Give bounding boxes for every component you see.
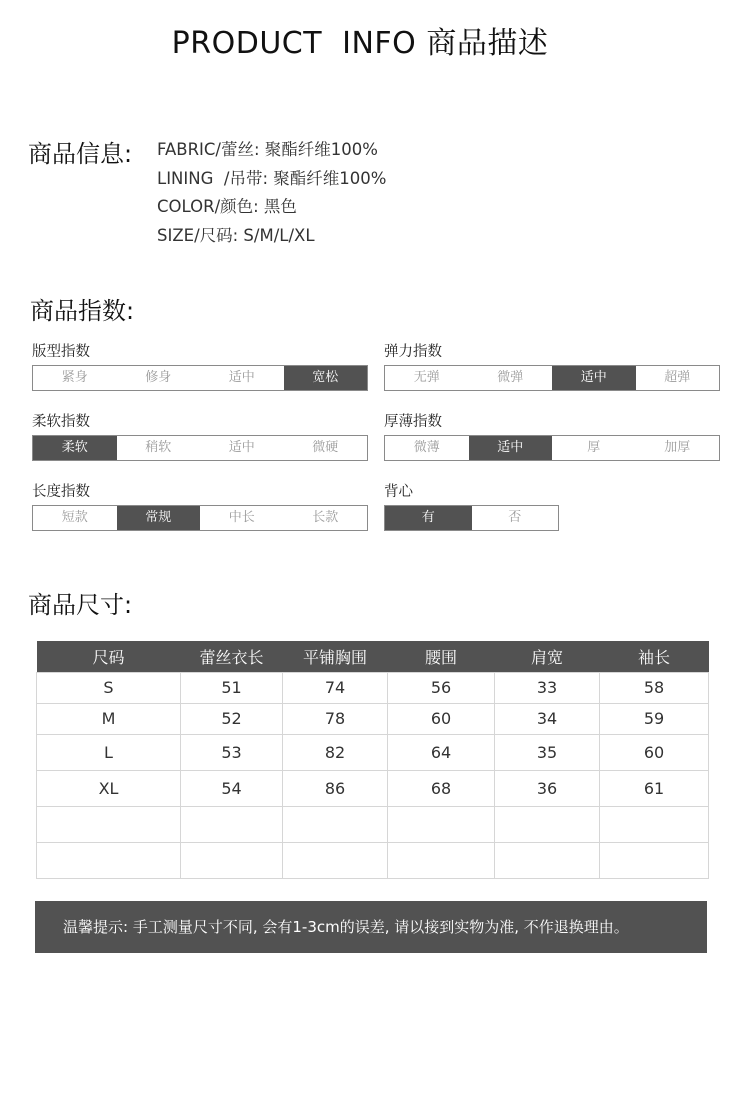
table-row: [37, 703, 709, 734]
table-cell: XL: [37, 770, 181, 806]
size-table: [36, 641, 709, 879]
header-lace-length: 蕾丝衣长: [181, 641, 283, 672]
fit-index-label: 版型指数: [32, 344, 90, 360]
table-cell: 58: [600, 672, 709, 703]
size-table-header: [37, 641, 709, 672]
length-index: [32, 483, 368, 531]
header-size: 尺码: [37, 641, 181, 672]
table-cell: S: [37, 672, 181, 703]
elasticity-option-none: 无弹: [413, 370, 440, 385]
thickness-option-medium: 适中: [469, 436, 553, 460]
elasticity-index-label: 弹力指数: [384, 344, 442, 360]
softness-index-bar: [32, 435, 368, 461]
table-cell: 51: [181, 672, 283, 703]
length-option-regular: 常规: [117, 506, 201, 530]
table-cell: 60: [600, 734, 709, 770]
vest-option-yes: 有: [385, 506, 472, 530]
table-cell: 35: [495, 734, 600, 770]
thickness-option-thick: 厚: [587, 440, 601, 455]
table-cell: [37, 842, 181, 878]
table-row: [37, 734, 709, 770]
table-cell: 36: [495, 770, 600, 806]
measurement-notice: 温馨提示: 手工测量尺寸不同, 会有1-3cm的误差, 请以接到实物为准, 不作退换理由。: [35, 901, 707, 953]
softness-index: [32, 413, 368, 461]
fit-option-tight: 紧身: [61, 370, 88, 385]
fabric-line: FABRIC/蕾丝: 聚酯纤维100%: [157, 140, 378, 159]
table-cell: [495, 842, 600, 878]
table-cell: [283, 842, 388, 878]
thickness-option-thin: 微薄: [413, 440, 440, 455]
table-cell: 82: [283, 734, 388, 770]
vest-index: [384, 483, 559, 531]
vest-index-label: 背心: [384, 484, 413, 500]
table-cell: 61: [600, 770, 709, 806]
softness-option-medium: 适中: [228, 440, 255, 455]
product-index-title: 商品指数:: [30, 297, 135, 325]
table-row: [37, 842, 709, 878]
table-cell: [181, 806, 283, 842]
length-option-long: 长款: [312, 510, 339, 525]
table-cell: 33: [495, 672, 600, 703]
table-cell: 86: [283, 770, 388, 806]
table-cell: [37, 806, 181, 842]
length-option-mid: 中长: [228, 510, 255, 525]
softness-option-slightly-soft: 稍软: [145, 440, 172, 455]
table-cell: 34: [495, 703, 600, 734]
table-row: [37, 806, 709, 842]
table-cell: [495, 806, 600, 842]
table-cell: [283, 806, 388, 842]
header-shoulder: 肩宽: [495, 641, 600, 672]
size-line: SIZE/尺码: S/M/L/XL: [157, 225, 315, 245]
table-cell: 60: [388, 703, 495, 734]
table-cell: 64: [388, 734, 495, 770]
length-index-bar: [32, 505, 368, 531]
product-info-title: 商品信息:: [28, 140, 133, 168]
elasticity-option-super: 超弹: [664, 370, 691, 385]
table-cell: [388, 806, 495, 842]
elasticity-index: [384, 343, 720, 391]
fit-option-regular: 适中: [228, 370, 255, 385]
softness-index-label: 柔软指数: [32, 414, 90, 430]
elasticity-index-bar: [384, 365, 720, 391]
fit-option-slim: 修身: [145, 370, 172, 385]
length-index-label: 长度指数: [32, 484, 90, 500]
vest-index-bar: [384, 505, 559, 531]
softness-option-slightly-hard: 微硬: [312, 440, 339, 455]
thickness-index: [384, 413, 720, 461]
table-cell: 56: [388, 672, 495, 703]
header-waist: 腰围: [388, 641, 495, 672]
fit-index: [32, 343, 368, 391]
table-cell: [181, 842, 283, 878]
elasticity-option-slight: 微弹: [497, 370, 524, 385]
table-row: [37, 770, 709, 806]
table-cell: [388, 842, 495, 878]
vest-option-no: 否: [508, 510, 522, 525]
thickness-index-bar: [384, 435, 720, 461]
table-cell: 59: [600, 703, 709, 734]
table-cell: L: [37, 734, 181, 770]
table-cell: 52: [181, 703, 283, 734]
header-chest: 平铺胸围: [283, 641, 388, 672]
page-title: PRODUCT INFO 商品描述: [171, 26, 549, 61]
table-cell: M: [37, 703, 181, 734]
color-line: COLOR/颜色: 黑色: [157, 197, 297, 216]
table-cell: 68: [388, 770, 495, 806]
table-cell: 74: [283, 672, 388, 703]
thickness-index-label: 厚薄指数: [384, 414, 442, 430]
table-row: [37, 672, 709, 703]
header-sleeve: 袖长: [600, 641, 709, 672]
table-cell: [600, 842, 709, 878]
table-cell: 53: [181, 734, 283, 770]
product-info-list: [157, 138, 386, 252]
softness-option-soft: 柔软: [33, 436, 117, 460]
table-cell: 54: [181, 770, 283, 806]
length-option-short: 短款: [61, 510, 88, 525]
table-cell: 78: [283, 703, 388, 734]
table-cell: [600, 806, 709, 842]
thickness-option-extra-thick: 加厚: [664, 440, 691, 455]
fit-index-bar: [32, 365, 368, 391]
product-size-title: 商品尺寸:: [28, 591, 133, 619]
lining-line: LINING /吊带: 聚酯纤维100%: [157, 168, 387, 188]
elasticity-option-medium: 适中: [552, 366, 636, 390]
fit-option-loose: 宽松: [284, 366, 368, 390]
